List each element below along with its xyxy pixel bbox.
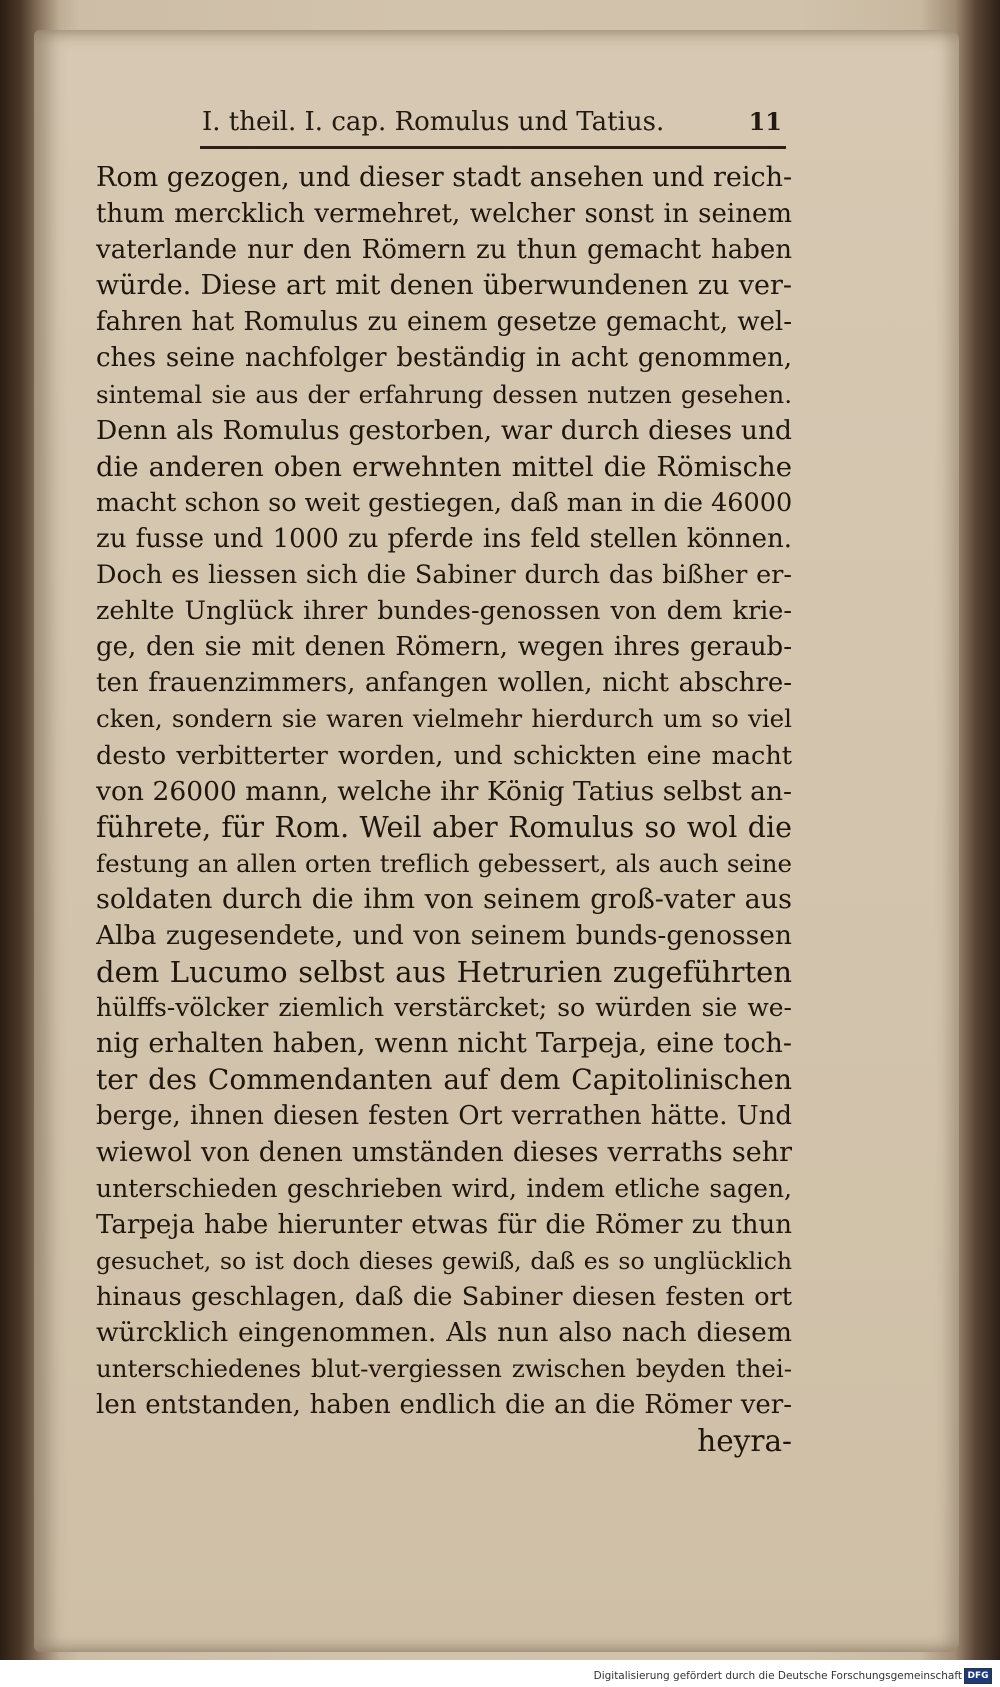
body-text	[96, 160, 792, 1459]
text-line: unterschiedenes blut-vergiessen zwischen beyden thei-	[96, 1354, 792, 1384]
dfg-logo: DFG	[964, 1668, 992, 1684]
text-line: von 26000 mann, welche ihr König Tatius selbst an-	[96, 775, 792, 807]
funding-credit: Digitalisierung gefördert durch die Deutsche Forschungsgemeinschaft	[593, 1670, 962, 1682]
text-line: soldaten durch die ihm von seinem groß-vater aus	[96, 883, 792, 915]
text-line: fahren hat Romulus zu einem gesetze gemacht, wel-	[96, 307, 792, 338]
text-line: Tarpeja habe hierunter etwas für die Römer zu thun	[96, 1209, 792, 1240]
text-line: cken, sondern sie waren vielmehr hierdurch um so viel	[96, 704, 792, 734]
text-line: desto verbitterter worden, und schickten eine macht	[96, 740, 792, 771]
text-line: würcklich eingenommen. Als nun also nach diesem	[96, 1317, 792, 1348]
text-line: ches seine nachfolger beständig in acht genommen,	[96, 343, 792, 374]
text-line: Alba zugesendete, und von seinem bunds-genossen	[96, 919, 792, 951]
text-line: hinaus geschlagen, daß die Sabiner diesen festen ort	[96, 1281, 792, 1312]
text-line: macht schon so weit gestiegen, daß man in die 46000	[96, 487, 792, 518]
text-line: führete, für Rom. Weil aber Romulus so wol die	[96, 810, 792, 844]
text-line: dem Lucumo selbst aus Hetrurien zugeführten	[96, 955, 792, 990]
text-line: zehlte Unglück ihrer bundes-genossen von dem krie-	[96, 596, 792, 627]
text-line: nig erhalten haben, wenn nicht Tarpeja, eine toch-	[96, 1028, 792, 1060]
page-number: 11	[748, 107, 782, 136]
text-line: Doch es liessen sich die Sabiner durch das bißher er-	[96, 560, 792, 591]
text-line: ten frauenzimmers, anfangen wollen, nicht abschre-	[96, 668, 792, 699]
text-line: sintemal sie aus der erfahrung dessen nutzen gesehen.	[96, 379, 792, 409]
text-line: Denn als Romulus gestorben, war durch dieses und	[96, 414, 792, 446]
text-line: festung an allen orten treflich gebessert, als auch seine	[96, 848, 792, 878]
text-line: berge, ihnen diesen festen Ort verrathen hätte. Und	[96, 1101, 792, 1132]
text-line: unterschieden geschrieben wird, indem etliche sagen,	[96, 1173, 792, 1203]
text-line: hülffs-völcker ziemlich verstärcket; so würden sie we-	[96, 993, 792, 1023]
text-line: würde. Diese art mit denen überwundenen zu ver-	[96, 270, 792, 302]
text-line: len entstanden, haben endlich die an die Römer ver-	[96, 1390, 792, 1421]
text-line: zu fusse und 1000 zu pferde ins feld stellen können.	[96, 523, 792, 554]
text-line: Rom gezogen, und dieser stadt ansehen und reich-	[96, 162, 792, 193]
text-line: ter des Commendanten auf dem Capitolinischen	[96, 1063, 792, 1097]
text-line: thum mercklich vermehret, welcher sonst in seinem	[96, 199, 792, 230]
text-line: gesuchet, so ist doch dieses gewiß, daß es so unglücklich	[96, 1246, 792, 1275]
running-header	[202, 107, 782, 147]
catchword: heyra-	[697, 1424, 792, 1459]
text-line: vaterlande nur den Römern zu thun gemacht haben	[96, 235, 792, 266]
text-line: die anderen oben erwehnten mittel die Römische	[96, 450, 792, 483]
text-line: wiewol von denen umständen dieses verraths sehr	[96, 1136, 792, 1168]
running-title: I. theil. I. cap. Romulus und Tatius.	[202, 107, 665, 137]
header-rule	[200, 146, 786, 149]
text-line: ge, den sie mit denen Römern, wegen ihres geraub-	[96, 632, 792, 663]
